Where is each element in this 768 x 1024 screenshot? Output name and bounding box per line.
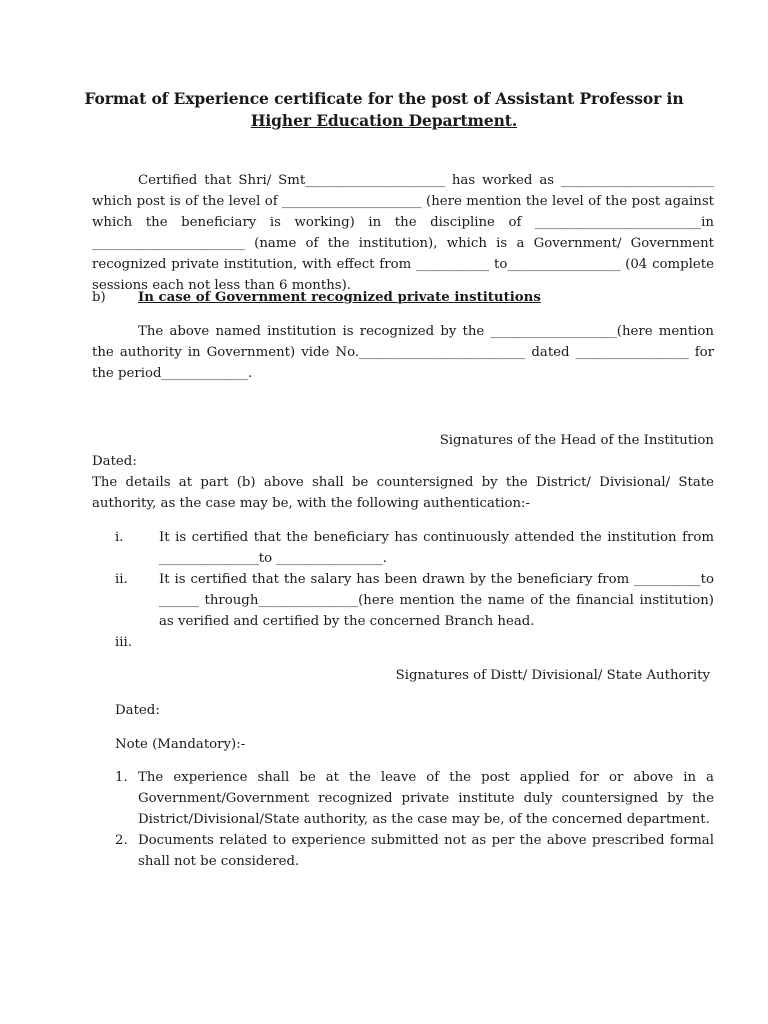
dated-label-2: Dated: [115, 703, 160, 718]
head-signature-label: Signatures of the Head of the Institution [439, 433, 714, 448]
note-text: Documents related to experience submitted not as per the above prescribed formal shall not be considered. [138, 833, 714, 869]
note-marker: 1. [115, 770, 128, 785]
certify-paragraph: Certified that Shri/ Smt_____________________ has worked as _______________________ which post is of the level of _____________________ (here mention the level of the post against which the beneficiary is working) in the discipline of _________________________in _______________________ (name of the institution), which is a Government/ Government recognized private institution, with effect from ___________ to_________________ (04 complete sessions each not less than 6 months). [92, 173, 714, 293]
authority-signature-label: Signatures of Distt/ Divisional/ State Authority [395, 668, 710, 683]
note-text: The experience shall be at the leave of the post applied for or above in a Government/Government recognized private institute duly countersigned by the District/Divisional/State authority, as the case may be, of the concerned department. [138, 770, 714, 827]
section-b-marker: b) [92, 290, 106, 305]
auth-item-text: It is certified that the salary has been drawn by the beneficiary from __________to ______ through_______________(here mention the name of the financial institution) as verified and certified by the concerned Branch head. [159, 572, 714, 629]
section-b-paragraph: The above named institution is recognized by the ___________________(here mention the authority in Government) vide No._________________________ dated _________________ for the period_____________. [92, 324, 714, 381]
dated-label-1: Dated: [92, 454, 137, 469]
countersign-paragraph: The details at part (b) above shall be countersigned by the District/ Divisional/ State authority, as the case may be, with the following authentication:- [92, 475, 714, 511]
auth-item-text: It is certified that the beneficiary has continuously attended the institution from _______________to ________________. [159, 530, 714, 566]
auth-item-marker: ii. [115, 572, 128, 587]
note-marker: 2. [115, 833, 128, 848]
auth-item-marker: i. [115, 530, 124, 545]
document-subtitle: Higher Education Department. [250, 111, 518, 130]
note-heading: Note (Mandatory):- [115, 737, 246, 752]
auth-item-marker: iii. [115, 635, 132, 650]
section-b-heading: In case of Government recognized private institutions [138, 290, 541, 305]
document-title: Format of Experience certificate for the post of Assistant Professor in [84, 89, 684, 108]
